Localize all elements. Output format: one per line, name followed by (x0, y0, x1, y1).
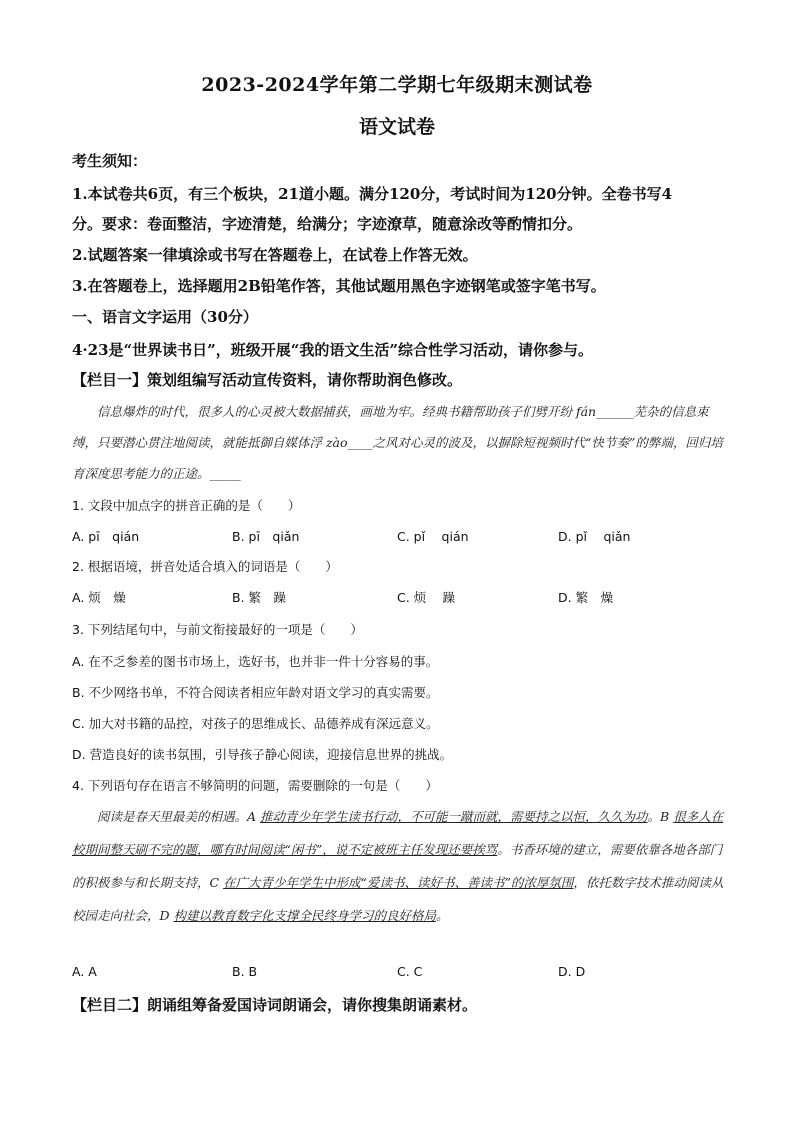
sentence-d: 构建以教育数字化支撑全民终身学习的良好格局 (173, 908, 437, 923)
sentence-a: 推动青少年学生读书行动，不可能一蹴而就，需要持之以恒，久久为功 (260, 809, 648, 824)
option-a[interactable]: A. 烦 燥 (72, 590, 126, 605)
notice-item-1b: 分。要求：卷面整洁，字迹清楚，给满分；字迹潦草，随意涂改等酌情扣分。 (72, 215, 583, 233)
notice-heading: 考生须知： (72, 152, 148, 170)
section-heading: 一、语言文字运用（30分） (72, 308, 258, 326)
passage-two-mid-3: ，依托数字技术推动阅读从校园走向社会，D (72, 875, 724, 923)
option-a[interactable]: A. pī qián (72, 529, 140, 544)
passage-one: 信息爆炸的时代，很多人的心灵被大数据捕获，画地为牢。经典书籍帮助孩子们劈开纷 fán______芜杂的信息束缚，只要潜心贯注地阅读，就能抵御自媒体浮 zào____之风对心灵的波及，以摒除短视频时代“快节奏”的弊端，回归培育深度思考能力的正途。_____ (72, 404, 723, 481)
question-4-stem: 4. 下列语句存在语言不够简明的问题，需要删除的一句是（ ） (72, 778, 438, 793)
question-3-stem: 3. 下列结尾句中，与前文衔接最好的一项是（ ） (72, 622, 363, 637)
option-c[interactable]: C. C (397, 964, 423, 979)
column-one-heading: 【栏目一】策划组编写活动宣传资料，请你帮助润色修改。 (72, 371, 463, 389)
question-2-stem: 2. 根据语境，拼音处适合填入的词语是（ ） (72, 559, 338, 574)
question-1-stem: 1. 文段中加点字的拼音正确的是（ ） (72, 498, 301, 513)
sentence-b: 很多人在校期间整天刷不完的题，哪有时间阅读“闲书”，说不定被班主任发现还要挨骂 (72, 809, 724, 857)
passage-two (72, 800, 727, 932)
passage-two-intro: 阅读是春天里最美的相遇。A (97, 809, 261, 824)
sentence-c: 在广大青少年学生中形成“爱读书、读好书、善读书”的浓厚氛围 (223, 875, 574, 890)
activity-intro: 4·23是“世界读书日”，班级开展“我的语文生活”综合性学习活动，请你参与。 (72, 341, 594, 359)
option-c[interactable]: C. pǐ qián (397, 529, 469, 544)
passage-two-mid-2: 。书香环境的建立，需要依靠各地各部门的积极参与和长期支持，C (72, 842, 723, 890)
option-b[interactable]: B. 繁 躁 (232, 590, 287, 605)
question-2-options (72, 588, 732, 608)
question-4-options (72, 964, 732, 984)
exam-title: 2023-2024学年第二学期七年级期末测试卷 (201, 74, 593, 96)
exam-subtitle: 语文试卷 (358, 116, 435, 138)
option-a[interactable]: A. A (72, 964, 97, 979)
option-b[interactable]: B. pī qiǎn (232, 529, 300, 544)
column-two-heading: 【栏目二】朗诵组筹备爱国诗词朗诵会，请你搜集朗诵素材。 (72, 996, 478, 1014)
question-3-option-b[interactable]: B. 不少网络书单，不符合阅读者相应年龄对语文学习的真实需要。 (72, 685, 439, 700)
passage-two-mid-1: 。B (647, 809, 674, 824)
question-3-option-c[interactable]: C. 加大对书籍的品控，对孩子的思维成长、品德养成有深远意义。 (72, 716, 439, 731)
notice-item-3: 3.在答题卷上，选择题用2B铅笔作答，其他试题用黑色字迹钢笔或签字笔书写。 (72, 277, 606, 295)
option-d[interactable]: D. D (558, 964, 586, 979)
question-1-options (72, 527, 732, 547)
question-3-option-d[interactable]: D. 营造良好的读书氛围，引导孩子静心阅读，迎接信息世界的挑战。 (72, 747, 453, 762)
question-3-option-a[interactable]: A. 在不乏参差的图书市场上，选好书，也并非一件十分容易的事。 (72, 654, 439, 669)
option-d[interactable]: D. pǐ qiǎn (558, 529, 631, 544)
notice-item-1a: 1.本试卷共6页，有三个板块，21道小题。满分120分，考试时间为120分钟。全卷书写4 (72, 185, 673, 203)
option-b[interactable]: B. B (232, 964, 258, 979)
notice-item-2: 2.试题答案一律填涂或书写在答题卷上，在试卷上作答无效。 (72, 246, 478, 264)
option-d[interactable]: D. 繁 燥 (558, 590, 614, 605)
passage-two-end: 。 (436, 908, 449, 923)
option-c[interactable]: C. 烦 躁 (397, 590, 456, 605)
